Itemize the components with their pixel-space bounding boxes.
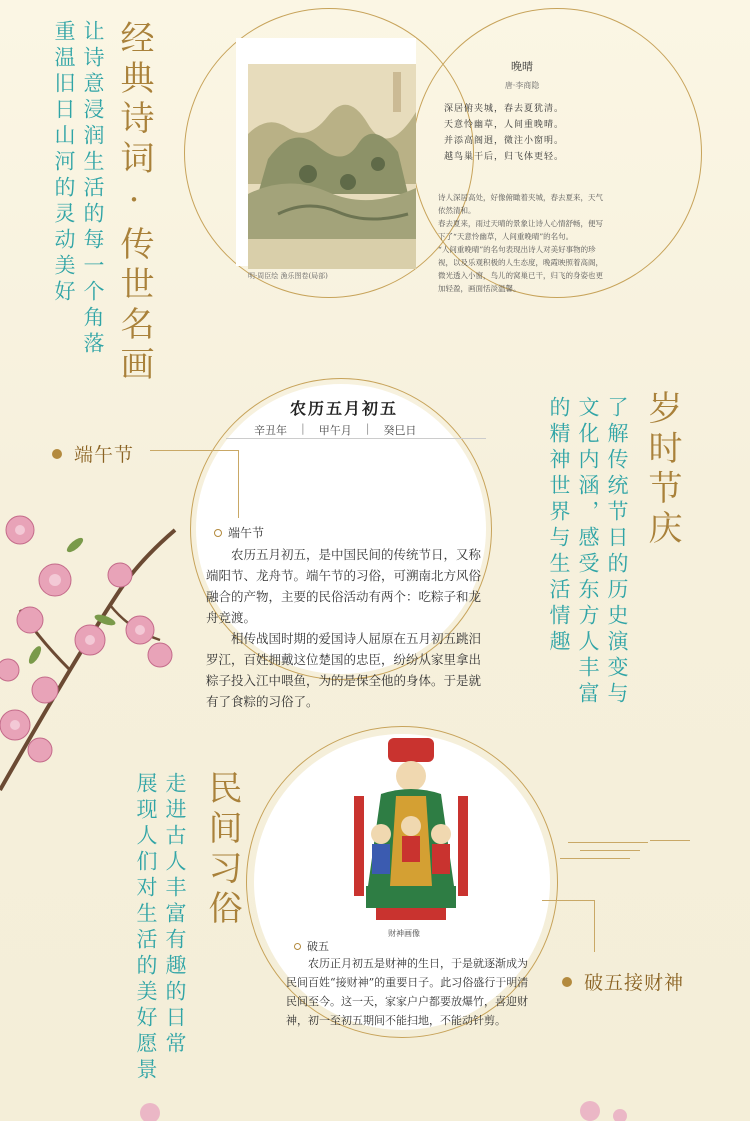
meta-month: 甲午月: [318, 424, 352, 437]
duanwu-label: [52, 440, 134, 467]
label-dot-icon: [52, 449, 62, 459]
entry-title: 端午节: [228, 526, 265, 540]
section3-title: 民间习俗: [202, 770, 242, 930]
entry-heading: [214, 524, 264, 541]
blossom-branch-image: [0, 490, 190, 800]
section1-subtitle-b: 重温旧日山河的灵动美好: [52, 20, 76, 306]
entry-bullet-icon: [294, 943, 301, 950]
page-divider: [226, 438, 486, 439]
caishen-connector-h: [542, 900, 594, 901]
page-meta: 辛丑年 | 甲午月 | 癸巳日: [254, 422, 417, 437]
caishen-connector-v: [594, 900, 595, 952]
poem-title: 晚晴: [511, 60, 533, 73]
section1-book: [236, 38, 626, 293]
meta-year: 辛丑年: [254, 424, 287, 437]
poem-lines: [432, 101, 612, 165]
page-heading: 农历五月初五: [290, 399, 399, 418]
poWu-entry-body: [286, 954, 536, 1030]
section3-page-circle: [254, 734, 550, 1030]
poem-line: 天意怜幽草，人间重晚晴。: [444, 120, 565, 130]
bottom-blossom-image: [0, 1091, 750, 1121]
section3-subtitle-a: 走进古人丰富有趣的日常: [163, 772, 187, 1058]
calendar-page: [196, 384, 486, 709]
caishen-caption: 财神画像: [388, 929, 420, 938]
painting-caption: 明·周臣绘 漁乐图卷(局部): [248, 272, 328, 280]
caishen-label-text: 破五接财神: [584, 972, 685, 994]
section1-subtitle-a: 让诗意浸润生活的每一个角落: [81, 20, 105, 358]
poem-line: 越鸟巢干后，归飞体更轻。: [444, 152, 565, 162]
caishen-label: [562, 968, 684, 995]
section2-title: 岁时节庆: [642, 390, 682, 550]
poem-author: 唐·李商隐: [504, 81, 540, 90]
label-dot-icon: [562, 977, 572, 987]
section2-subtitle-a: 了解传统节日的历史演变与: [605, 396, 629, 708]
deco-line: [560, 858, 630, 859]
deco-line: [580, 850, 640, 851]
duanwu-connector-h: [150, 450, 238, 451]
commentary-paragraph: 诗人深居高处，好像俯瞰着夹城，春去夏来，天气依然清和。: [438, 193, 603, 215]
entry-paragraph: 农历五月初五，是中国民间的传统节日，又称端阳节、龙舟节。端午节的习俗，可溯南北方风俗融合的产物，主要的民俗活动有两个：吃粽子和龙舟竞渡。: [206, 547, 482, 625]
landscape-painting-image: [248, 64, 416, 269]
deco-line: [568, 842, 648, 843]
poem-commentary: [432, 191, 612, 295]
poWu-paragraph: 农历正月初五是财神的生日，于是就逐渐成为民间百姓“接财神”的重要日子。此习俗盛行于明清民间至今。这一天，家家户户都要放爆竹，喜迎财神，初一至初五期间不能扫地，不能动针剪。: [286, 957, 529, 1027]
commentary-paragraph: “人间重晚晴”的名句表现出诗人对美好事物的珍视，以及乐观积极的人生态度，晚霞映照着高阁，微光透入小窗，鸟儿的窝巢已干，归飞的身姿也更加轻盈，画面恬淡温馨。: [438, 245, 603, 293]
duanwu-connector-v: [238, 450, 239, 518]
entry-body: [206, 544, 486, 712]
painting: [236, 38, 416, 280]
poem-page: [432, 58, 612, 295]
poem-line: 深居俯夹城，春去夏犹清。: [444, 104, 565, 114]
meta-day: 癸巳日: [383, 424, 417, 437]
section2-subtitle-c: 的精神世界与生活情趣: [547, 396, 571, 656]
poem-line: 并添高阁迥，微注小窗明。: [444, 136, 565, 146]
section3-subtitle-b: 展现人们对生活的美好愿景: [134, 772, 158, 1084]
caishen-image: [346, 736, 476, 924]
section1-title: 经典诗词·传世名画: [114, 20, 154, 386]
commentary-paragraph: 春去夏来，雨过天晴的景象让诗人心情舒畅，便写下了“天意怜幽草，人间重晚晴”的名句。: [438, 219, 603, 241]
entry-bullet-icon: [214, 529, 222, 537]
section2-page-circle: [196, 384, 486, 709]
section2-subtitle-b: 文化内涵，感受东方人丰富: [576, 396, 600, 708]
duanwu-label-text: 端午节: [74, 444, 135, 466]
poWu-entry-title: 破五: [307, 940, 329, 953]
deco-line: [650, 840, 690, 841]
entry-paragraph: 相传战国时期的爱国诗人屈原在五月初五跳汨罗江，百姓拥戴这位楚国的忠臣，纷纷从家里拿出粽子投入江中喂鱼，为的是保全他的身体。于是就有了食粽的习俗了。: [206, 631, 482, 709]
poWu-entry-heading: [294, 938, 329, 954]
